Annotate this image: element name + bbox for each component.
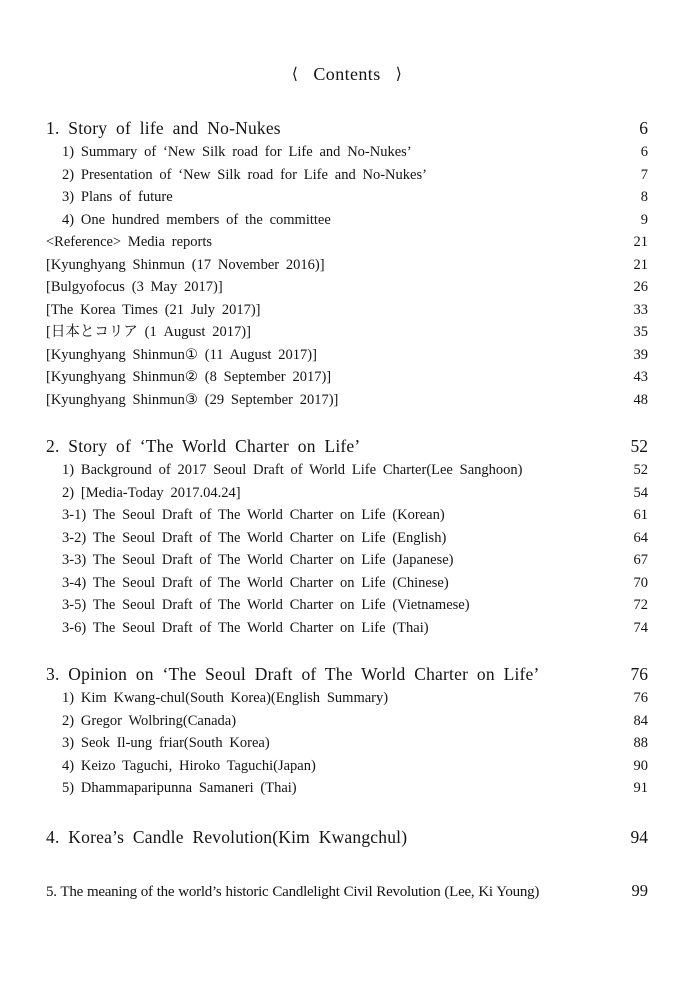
toc-entry-page: 91 xyxy=(633,780,648,796)
toc-entry-page: 21 xyxy=(633,256,648,273)
toc-entry-label: 4) One hundred members of the committee xyxy=(62,211,331,228)
toc-entry xyxy=(46,777,648,800)
toc-entry-page: 48 xyxy=(633,391,648,408)
toc-entry-label: 2) Presentation of ‘New Silk road for Life and No-Nukes’ xyxy=(62,166,427,183)
toc-entry-label: [Kyunghyang Shinmun③ (29 September 2017)] xyxy=(46,391,339,408)
toc-section-2 xyxy=(46,433,648,639)
toc-entry-page: 21 xyxy=(633,234,648,250)
toc-section-1-heading xyxy=(46,115,648,141)
toc-entry-label: [The Korea Times (21 July 2017)] xyxy=(46,301,261,318)
toc-entry-label: 1) Summary of ‘New Silk road for Life and No-Nukes’ xyxy=(62,144,412,160)
toc-entry-page: 33 xyxy=(633,301,648,318)
page-title-text: Contents xyxy=(313,64,381,84)
toc-entry-label: 3-3) The Seoul Draft of The World Charter on Life (Japanese) xyxy=(62,552,454,568)
toc-section-5 xyxy=(46,878,648,905)
toc-entry-label: 3) Seok Il-ung friar(South Korea) xyxy=(62,735,270,751)
toc-entry xyxy=(46,321,648,344)
toc-entry xyxy=(46,617,648,640)
toc-heading-page: 99 xyxy=(631,880,648,900)
toc-entry-label: 1) Background of 2017 Seoul Draft of World Life Charter(Lee Sanghoon) xyxy=(62,462,523,478)
toc-section-3-heading xyxy=(46,661,648,687)
toc-entry xyxy=(46,276,648,299)
toc-section-1 xyxy=(46,115,648,411)
right-angle-bracket: ⟩ xyxy=(395,64,403,83)
toc-heading-label: 5. The meaning of the world’s historic Candlelight Civil Revolution (Lee, Ki Young) xyxy=(46,883,540,900)
toc-section-3 xyxy=(46,661,648,800)
toc-entry-page: 35 xyxy=(633,324,648,340)
toc-entry-page: 6 xyxy=(640,144,648,160)
toc-entry-page: 54 xyxy=(633,484,648,501)
toc-entry xyxy=(46,366,648,389)
toc-entry-label: [日本とコリア (1 August 2017)] xyxy=(46,324,251,340)
toc-entry xyxy=(46,164,648,187)
toc-entry xyxy=(46,549,648,572)
toc-entry-label: 3) Plans of future xyxy=(62,189,173,205)
toc-entry-label: 2) Gregor Wolbring(Canada) xyxy=(62,712,237,729)
toc-entry-page: 9 xyxy=(640,211,648,228)
toc-entry xyxy=(46,732,648,755)
toc-entry-label: 3-2) The Seoul Draft of The World Charter on Life (English) xyxy=(62,529,447,546)
toc-heading-label: 3. Opinion on ‘The Seoul Draft of The World Charter on Life’ xyxy=(46,664,540,684)
toc-entry-page: 39 xyxy=(633,346,648,363)
toc-entry xyxy=(46,527,648,550)
toc-entry xyxy=(46,755,648,778)
toc-heading-page: 76 xyxy=(630,664,648,684)
toc-entry-page: 7 xyxy=(640,166,648,183)
toc-heading-label: 2. Story of ‘The World Charter on Life’ xyxy=(46,436,361,456)
toc-heading-label: 1. Story of life and No-Nukes xyxy=(46,118,281,138)
toc-section-2-heading xyxy=(46,433,648,459)
toc-entry-page: 84 xyxy=(633,712,648,729)
toc-entry xyxy=(46,141,648,164)
toc-entry-label: 3-6) The Seoul Draft of The World Charter on Life (Thai) xyxy=(62,619,429,636)
toc-entry xyxy=(46,482,648,505)
toc-entry-label: 1) Kim Kwang-chul(South Korea)(English Summary) xyxy=(62,690,389,706)
toc-entry-page: 67 xyxy=(633,552,648,568)
toc-entry xyxy=(46,504,648,527)
toc-entry xyxy=(46,231,648,254)
toc-entry-label: 3-5) The Seoul Draft of The World Charter on Life (Vietnamese) xyxy=(62,597,470,613)
page-title xyxy=(46,63,648,86)
toc-entry xyxy=(46,572,648,595)
toc-heading-label: 4. Korea’s Candle Revolution(Kim Kwangchul) xyxy=(46,826,408,847)
toc-entry-label: 4) Keizo Taguchi, Hiroko Taguchi(Japan) xyxy=(62,757,316,774)
toc-entry xyxy=(46,459,648,482)
toc-heading-page: 94 xyxy=(630,826,648,847)
toc-entry-label: [Kyunghyang Shinmun① (11 August 2017)] xyxy=(46,346,317,363)
toc-entry-label: <Reference> Media reports xyxy=(46,234,213,250)
toc-entry-label: [Bulgyofocus (3 May 2017)] xyxy=(46,279,223,295)
toc-entry xyxy=(46,710,648,733)
toc-entry xyxy=(46,389,648,412)
toc-entry-label: [Kyunghyang Shinmun (17 November 2016)] xyxy=(46,256,325,273)
toc-entry-page: 88 xyxy=(633,735,648,751)
toc-entry xyxy=(46,687,648,710)
toc-entry-label: 2) [Media-Today 2017.04.24] xyxy=(62,484,241,501)
toc-entry-page: 76 xyxy=(633,690,648,706)
toc-entry-page: 52 xyxy=(633,462,648,478)
toc-entry-page: 8 xyxy=(640,189,648,205)
toc-entry-label: [Kyunghyang Shinmun② (8 September 2017)] xyxy=(46,369,332,385)
toc-entry-page: 72 xyxy=(633,597,648,613)
toc-entry-page: 61 xyxy=(633,507,648,523)
toc-section-4 xyxy=(46,824,648,850)
toc-entry-label: 3-4) The Seoul Draft of The World Charter on Life (Chinese) xyxy=(62,574,449,591)
toc-entry-page: 70 xyxy=(633,574,648,591)
toc-entry-page: 64 xyxy=(633,529,648,546)
toc-section-4-heading xyxy=(46,824,648,850)
toc-entry-page: 74 xyxy=(633,619,648,636)
left-angle-bracket: ⟨ xyxy=(291,64,299,83)
toc-entry-page: 43 xyxy=(633,369,648,385)
toc-entry xyxy=(46,209,648,232)
toc-section-5-heading xyxy=(46,878,648,905)
toc-entry-label: 3-1) The Seoul Draft of The World Charter on Life (Korean) xyxy=(62,507,445,523)
toc-entry xyxy=(46,186,648,209)
toc-entry xyxy=(46,299,648,322)
toc-entry-page: 26 xyxy=(633,279,648,295)
toc-heading-page: 52 xyxy=(630,436,648,456)
toc-entry xyxy=(46,594,648,617)
toc-entry xyxy=(46,344,648,367)
toc-entry xyxy=(46,254,648,277)
toc-entry-label: 5) Dhammaparipunna Samaneri (Thai) xyxy=(62,780,297,796)
toc-entry-page: 90 xyxy=(633,757,648,774)
toc-heading-page: 6 xyxy=(639,118,648,138)
